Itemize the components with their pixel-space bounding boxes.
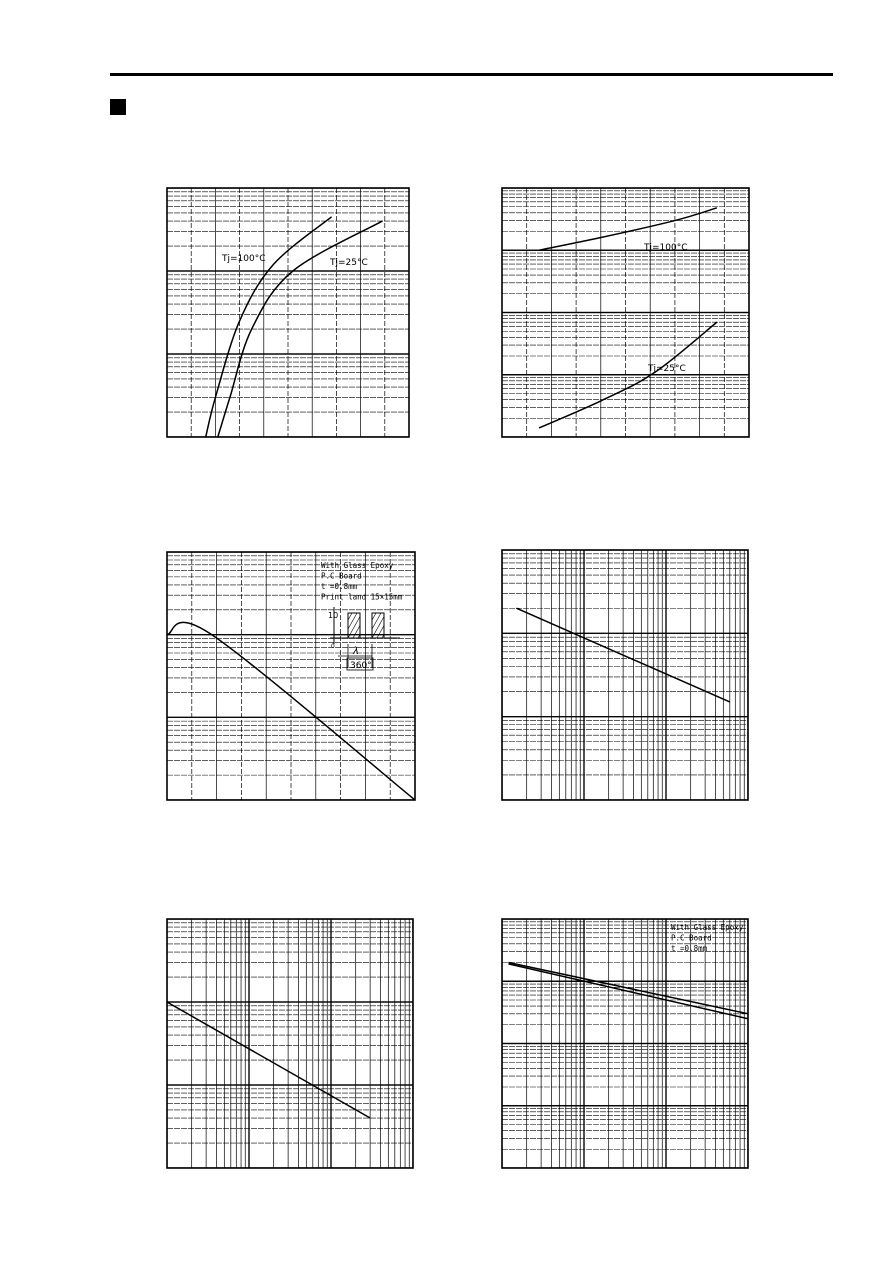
annotation-line: t =0.8mm — [671, 944, 708, 953]
annotation-line: t =0.8mm — [321, 582, 358, 591]
chart-1 — [167, 188, 409, 437]
annotation-line: P.C Board — [321, 571, 362, 581]
annotation-line: With Glass Epoxy — [321, 561, 394, 570]
chart-4 — [502, 550, 748, 800]
series-label: Tj=25°C — [648, 364, 686, 374]
annotation-line: Print land 15×15mm — [321, 592, 403, 602]
inset-top-mark: 10 — [328, 611, 339, 620]
series-label: Tj=25°C — [330, 258, 368, 268]
chart-3 — [167, 552, 415, 800]
plot-area — [167, 919, 413, 1168]
chart-2 — [502, 188, 749, 437]
annotation-line: With Glass Epoxy — [671, 923, 744, 932]
chart-6 — [502, 919, 748, 1168]
plot-area — [502, 550, 748, 800]
series-label: Tj=100°C — [222, 254, 266, 264]
inset-angle-label: 360° — [350, 661, 372, 671]
chart-5 — [167, 919, 413, 1168]
inset-bottom-mark: 0 — [331, 643, 335, 650]
series-label: Tj=100°C — [644, 243, 688, 253]
annotation-line: P.C Board — [671, 933, 712, 943]
inset-lambda-label: λ — [353, 646, 359, 657]
